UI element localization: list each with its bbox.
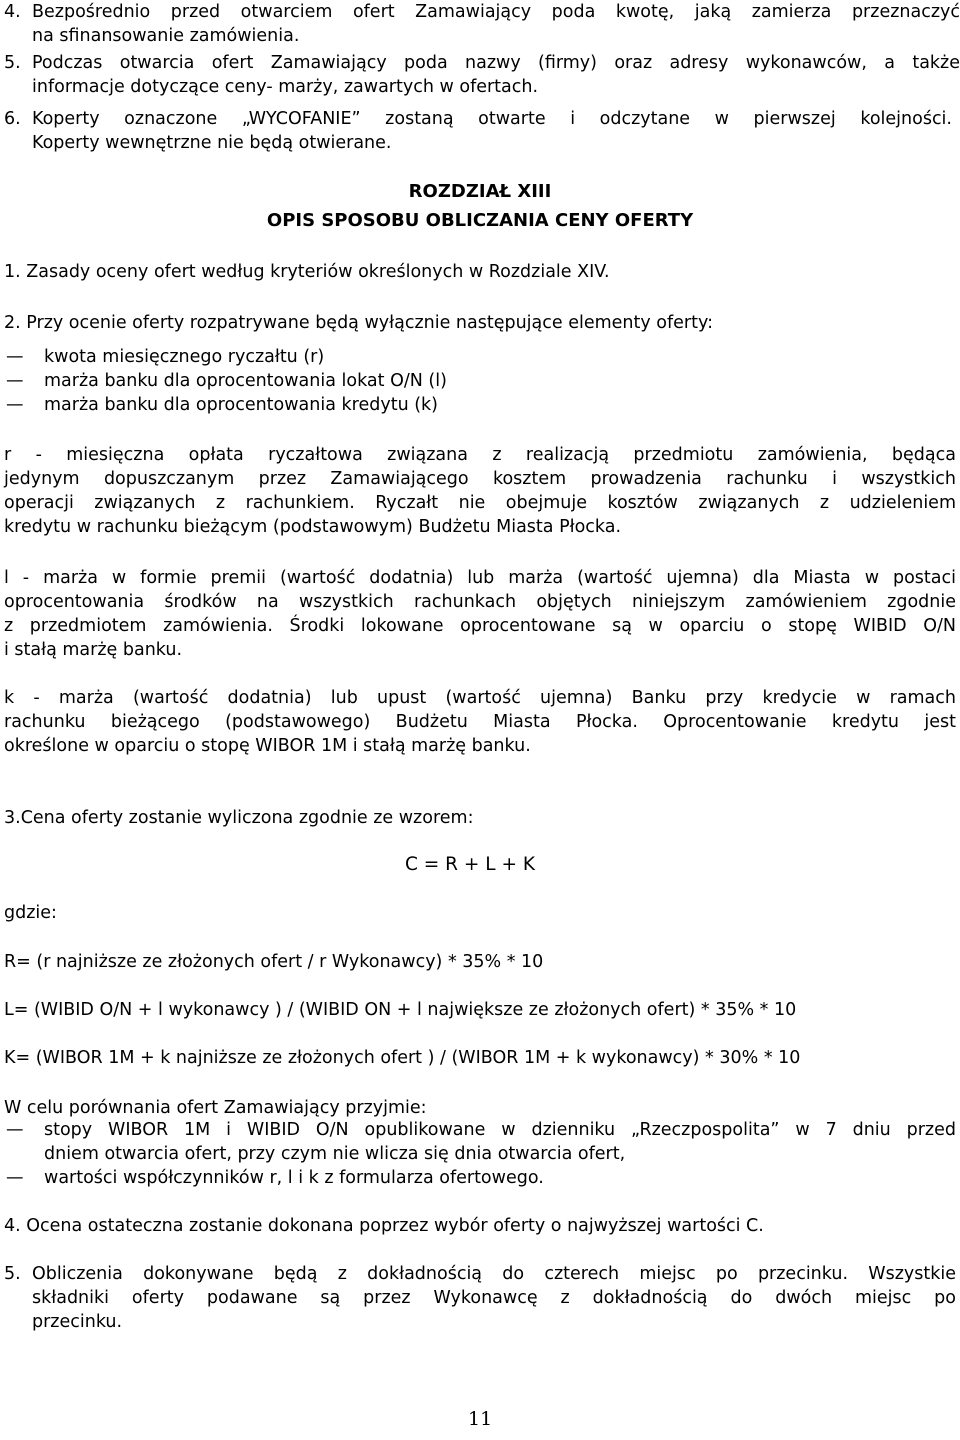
item-4 (4, 0, 960, 48)
point-1: 1. Zasady oceny ofert według kryteriów określonych w Rozdziale XIV. (4, 262, 610, 282)
list-item-text: wartości współczynników r, l i k z formularza ofertowego. (44, 1168, 544, 1188)
list-item (4, 369, 904, 393)
item-text-cont: na sfinansowanie zamówienia. (32, 26, 300, 46)
item-text: Koperty oznaczone „WYCOFANIE” zostaną otwarte i odczytane w pierwszej kolejności. (32, 109, 952, 129)
point-4: 4. Ocena ostateczna zostanie dokonana poprzez wybór oferty o najwyższej wartości C. (4, 1216, 764, 1236)
dash-bullet-icon: — (6, 395, 24, 415)
list-item-text-cont: dniem otwarcia ofert, przy czym nie wlicza się dnia otwarcia ofert, (44, 1144, 626, 1164)
page-number: 11 (468, 1408, 493, 1430)
list-item (4, 1166, 956, 1190)
chapter-subtitle: OPIS SPOSOBU OBLICZANIA CENY OFERTY (266, 210, 694, 231)
item-5 (4, 51, 960, 99)
item-number: 4. (4, 2, 21, 22)
item-text-cont: Koperty wewnętrzne nie będą otwierane. (32, 133, 392, 153)
point-3: 3.Cena oferty zostanie wyliczona zgodnie ze wzorem: (4, 808, 474, 828)
paragraph-line: r - miesięczna opłata ryczałtowa związana z realizacją przedmiotu zamówienia, będąca (4, 445, 956, 465)
definition-k (4, 686, 956, 758)
item-number: 5. (4, 1264, 21, 1284)
formula-k: K= (WIBOR 1M + k najniższe ze złożonych ofert ) / (WIBOR 1M + k wykonawcy) * 30% * 10 (4, 1048, 801, 1068)
paragraph-line: operacji związanych z rachunkiem. Ryczałt nie obejmuje kosztów związanych z udzieleniem (4, 493, 956, 513)
paragraph-line: kredytu w rachunku bieżącym (podstawowym) Budżetu Miasta Płocka. (4, 517, 622, 537)
gdzie-label: gdzie: (4, 903, 57, 923)
paragraph-line: l - marża w formie premii (wartość dodatnia) lub marża (wartość ujemna) dla Miasta w postaci (4, 568, 956, 588)
item-text-cont: informacje dotyczące ceny- marży, zawartych w ofertach. (32, 77, 539, 97)
list-item-text: stopy WIBOR 1M i WIBID O/N opublikowane w dzienniku „Rzeczpospolita” w 7 dniu przed (44, 1120, 956, 1140)
list-item-text: marża banku dla oprocentowania lokat O/N (l) (44, 371, 447, 391)
item-text: Bezpośrednio przed otwarciem ofert Zamawiający poda kwotę, jaką zamierza przeznaczyć (32, 2, 960, 22)
list-item-text: kwota miesięcznego ryczałtu (r) (44, 347, 325, 367)
list-item (4, 345, 904, 369)
dash-bullet-icon: — (6, 1120, 24, 1140)
elements-list (4, 345, 904, 417)
paragraph-line: przecinku. (32, 1312, 123, 1332)
list-item (4, 1118, 956, 1166)
formula-l: L= (WIBID O/N + l wykonawcy ) / (WIBID ON + l największe ze złożonych ofert) * 35% * 10 (4, 1000, 797, 1020)
paragraph-line: jedynym dopuszczanym przez Zamawiającego kosztem prowadzenia rachunku i wszystkich (4, 469, 956, 489)
paragraph-line: oprocentowania środków na wszystkich rachunkach objętych niniejszym zamówieniem zgodnie (4, 592, 956, 612)
dash-bullet-icon: — (6, 347, 24, 367)
paragraph-line: Obliczenia dokonywane będą z dokładnością do czterech miejsc po przecinku. Wszystkie (32, 1264, 956, 1284)
item-text: Podczas otwarcia ofert Zamawiający poda nazwy (firmy) oraz adresy wykonawców, a także (32, 53, 960, 73)
paragraph-line: określone w oparciu o stopę WIBOR 1M i stałą marżę banku. (4, 736, 531, 756)
list-item-text: marża banku dla oprocentowania kredytu (k) (44, 395, 439, 415)
dash-bullet-icon: — (6, 371, 24, 391)
point-5 (4, 1262, 956, 1334)
item-number: 5. (4, 53, 21, 73)
comparison-list (4, 1118, 956, 1190)
item-6 (4, 107, 952, 155)
dash-bullet-icon: — (6, 1168, 24, 1188)
paragraph-line: k - marża (wartość dodatnia) lub upust (wartość ujemna) Banku przy kredycie w ramach (4, 688, 956, 708)
paragraph-line: składniki oferty podawane są przez Wykonawcę z dokładnością do dwóch miejsc po (32, 1288, 956, 1308)
chapter-title: ROZDZIAŁ XIII (408, 181, 552, 202)
item-number: 6. (4, 109, 21, 129)
definition-r (4, 443, 956, 539)
paragraph-line: rachunku bieżącego (podstawowego) Budżetu Miasta Płocka. Oprocentowanie kredytu jest (4, 712, 956, 732)
formula-r: R= (r najniższe ze złożonych ofert / r Wykonawcy) * 35% * 10 (4, 952, 544, 972)
paragraph-line: i stałą marżę banku. (4, 640, 183, 660)
list-item (4, 393, 904, 417)
main-formula: C = R + L + K (405, 854, 535, 875)
definition-l (4, 566, 956, 662)
comparison-intro: W celu porównania ofert Zamawiający przyjmie: (4, 1098, 427, 1118)
point-2: 2. Przy ocenie oferty rozpatrywane będą wyłącznie następujące elementy oferty: (4, 313, 713, 333)
paragraph-line: z przedmiotem zamówienia. Środki lokowane oprocentowane są w oparciu o stopę WIBID O/N (4, 616, 956, 636)
